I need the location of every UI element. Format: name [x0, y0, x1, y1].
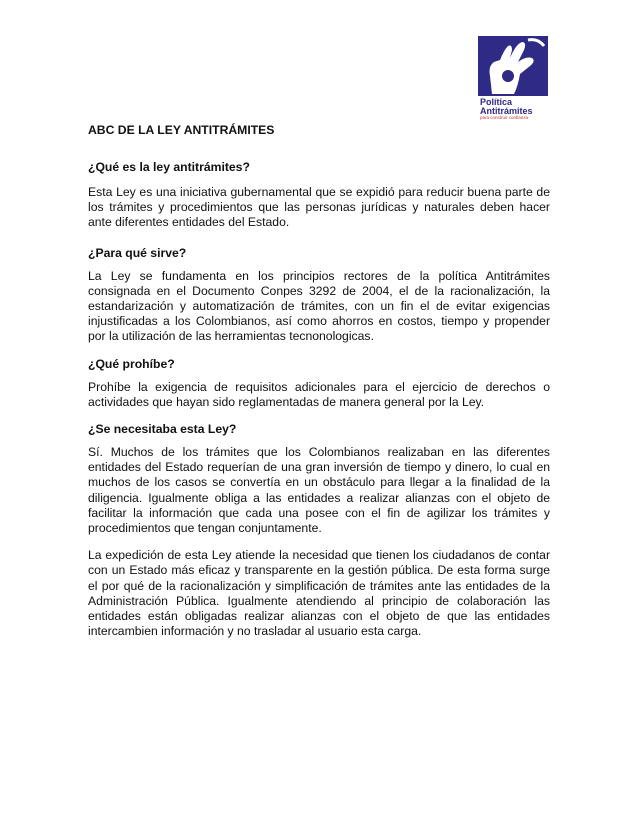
section-paragraph: Prohíbe la exigencia de requisitos adicionales para el ejercicio de derechos o actividades que hayan sido reglamentadas de manera general por la Ley.	[88, 379, 550, 409]
section-heading: ¿Qué es la ley antitrámites?	[88, 160, 250, 174]
section-paragraph: La Ley se fundamenta en los principios rectores de la política Antitrámites consignada en el Documento Conpes 3292 de 2004, el de la racionalización, la estandarización y automatización de trámites, con un fin el de evitar exigencias injustificadas a los Colombianos, así como ahorros en costos, tiempo y propender por la utilización de las herramientas tecnonologicas.	[88, 268, 550, 344]
section-heading: ¿Qué prohíbe?	[88, 356, 175, 371]
section-paragraph: La expedición de esta Ley atiende la necesidad que tienen los ciudadanos de contar con un Estado más eficaz y transparente en la gestión pública. De esta forma surge el por qué de la racionalización y simplificación de trámites ante las entidades de la Administración Pública. Igualmente atendiendo al principio de colaboración las entidades están obligadas realizar alianzas con el objeto de que las entidades intercambien información y no trasladar al usuario esta carga.	[88, 548, 550, 639]
logo-line-2: Antitrámites	[480, 105, 533, 116]
section-heading: ¿Se necesitaba esta Ley?	[88, 422, 237, 437]
document-title: ABC DE LA LEY ANTITRÁMITES	[88, 123, 275, 137]
logo-line-1: Política	[480, 97, 513, 107]
hand-icon	[478, 36, 548, 96]
politica-antitramites-logo	[478, 36, 548, 120]
hand-emblem	[478, 36, 548, 96]
section-paragraph: Sí. Muchos de los trámites que los Colombianos realizaban en las diferentes entidades del Estado requerían de una gran inversión de tiempo y dinero, lo cual en muchos de los casos se convertía en un obstáculo para llegar a la finalidad de la diligencia. Igualmente obliga a las entidades a realizar alianzas con el objeto de facilitar la información que cada una posee con el fin de agilizar los trámites y procedimientos que tengan conjuntamente.	[88, 445, 550, 536]
document-body	[88, 123, 550, 639]
section-paragraph: Esta Ley es una iniciativa gubernamental que se expidió para reducir buena parte de los trámites y procedimientos que las personas jurídicas y naturales deben hacer ante diferentes entidades del Estado.	[88, 185, 550, 230]
section-heading: ¿Para qué sirve?	[88, 245, 187, 260]
logo-title	[480, 98, 548, 115]
logo-tagline: para construir confianza	[480, 115, 529, 120]
